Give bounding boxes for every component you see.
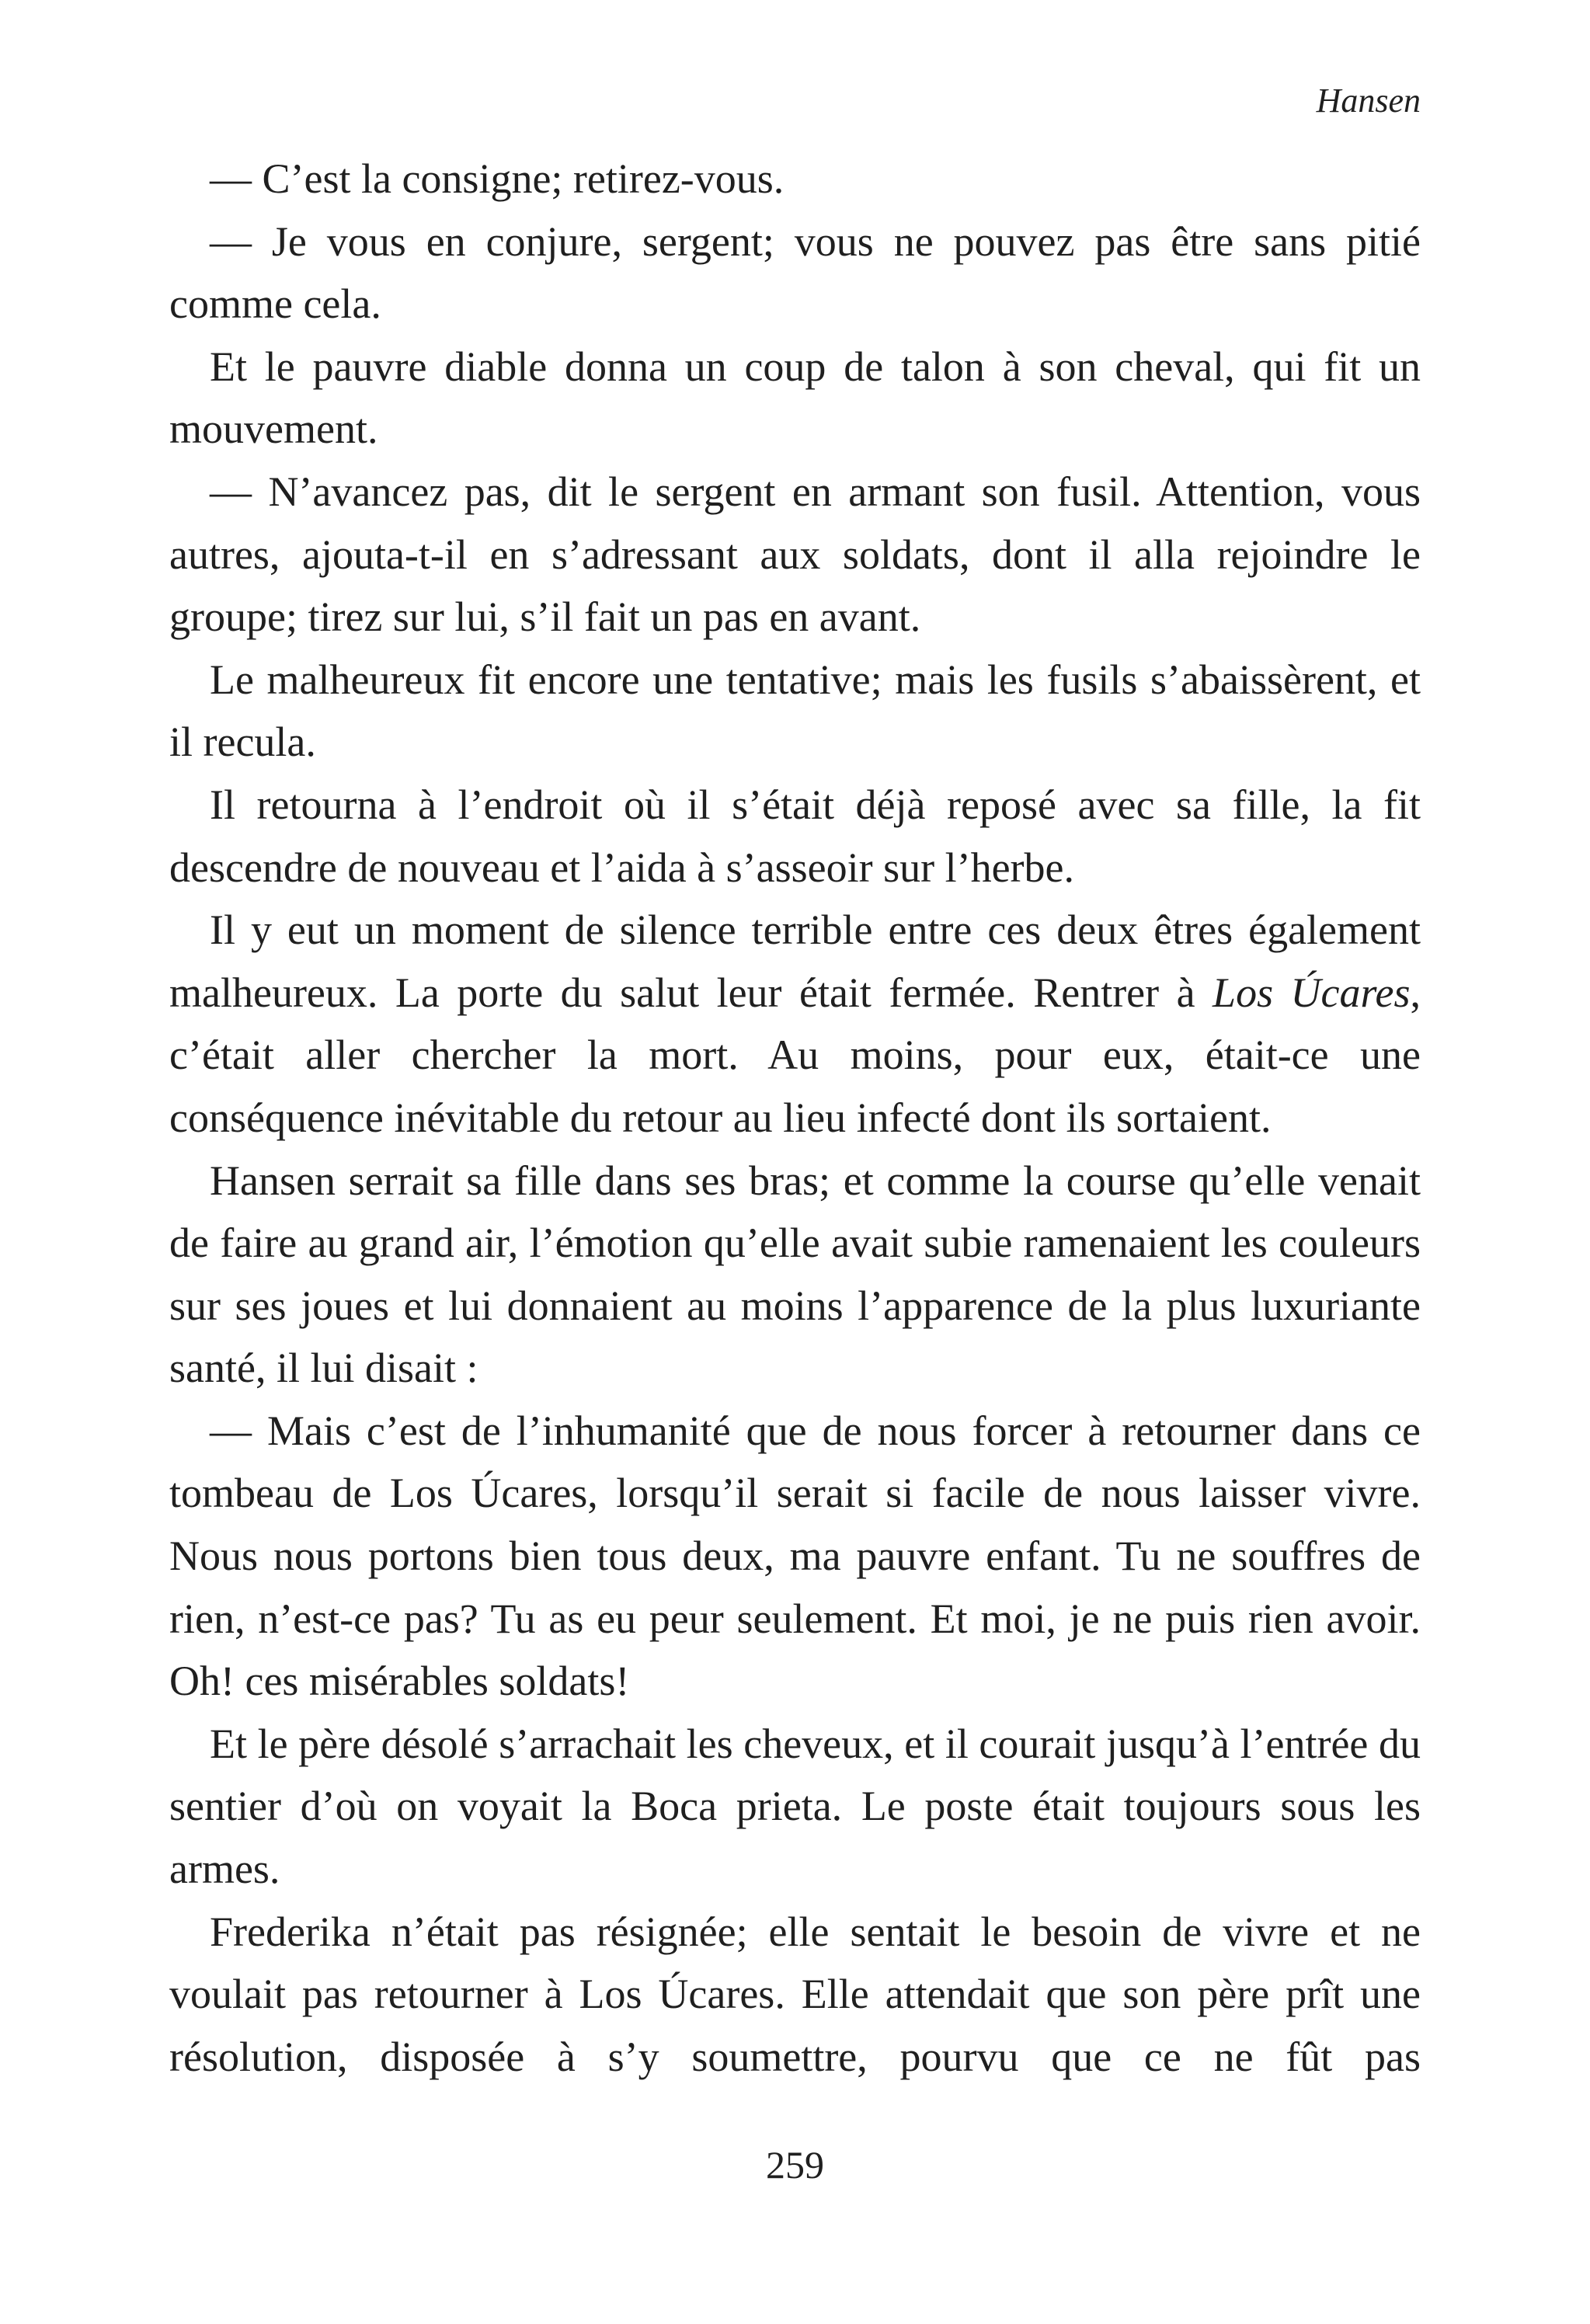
place-name-italic: Los Úcares [1213,969,1411,1016]
paragraph: Frederika n’était pas résignée; elle sentait le besoin de vivre et ne voulait pas retourner à Los Úcares. Elle attendait que son père prît une résolution, disposée à s’y soumettre, pourvu que ce ne fût pas [169,1908,1421,2080]
paragraph: — Je vous en conjure, sergent; vous ne pouvez pas être sans pitié comme cela. [169,217,1421,328]
paragraph: — Mais c’est de l’inhumanité que de nous forcer à retourner dans ce tombeau de Los Úcares, lorsqu’il serait si facile de nous laisser vivre. Nous nous portons bien tous deux, ma pauvre enfant. Tu ne souffres de rien, n’est-ce pas? Tu as eu peur seulement. Et moi, je ne puis rien avoir. Oh! ces misérables soldats! [169,1407,1421,1705]
paragraph: Et le pauvre diable donna un coup de talon à son cheval, qui fit un mouvement. [169,343,1421,453]
paragraph: Le malheureux fit encore une tentative; mais les fusils s’abaissèrent, et il recula. [169,656,1421,766]
body-text [169,148,1421,2088]
paragraph: Il retourna à l’endroit où il s’était déjà reposé avec sa fille, la fit descendre de nouveau et l’aida à s’asseoir sur l’herbe. [169,781,1421,891]
paragraph: Et le père désolé s’arrachait les cheveux, et il courait jusqu’à l’entrée du sentier d’où on voyait la Boca prieta. Le poste était toujours sous les armes. [169,1720,1421,1893]
paragraph-text: Il y eut un moment de silence terrible entre ces deux êtres également malheureux. La porte du salut leur était fermée. Rentrer à [169,906,1421,1016]
paragraph: — C’est la consigne; retirez-vous. [210,155,785,202]
paragraph-text: , c’était aller chercher la mort. Au moins, pour eux, était-ce une conséquence inévitable du retour au lieu infecté dont ils sortaient. [169,969,1421,1141]
paragraph [169,899,1421,1149]
paragraph: — N’avancez pas, dit le sergent en armant son fusil. Attention, vous autres, ajouta-t-il en s’adressant aux soldats, dont il alla rejoindre le groupe; tirez sur lui, s’il fait un pas en avant. [169,468,1421,641]
paragraph: Hansen serrait sa fille dans ses bras; et comme la course qu’elle venait de faire au grand air, l’émotion qu’elle avait subie ramenaient les couleurs sur ses joues et lui donnaient au moins l’apparence de la plus luxuriante santé, il lui disait : [169,1157,1421,1392]
page-number: 259 [766,2143,824,2187]
running-header: Hansen [1316,82,1421,120]
